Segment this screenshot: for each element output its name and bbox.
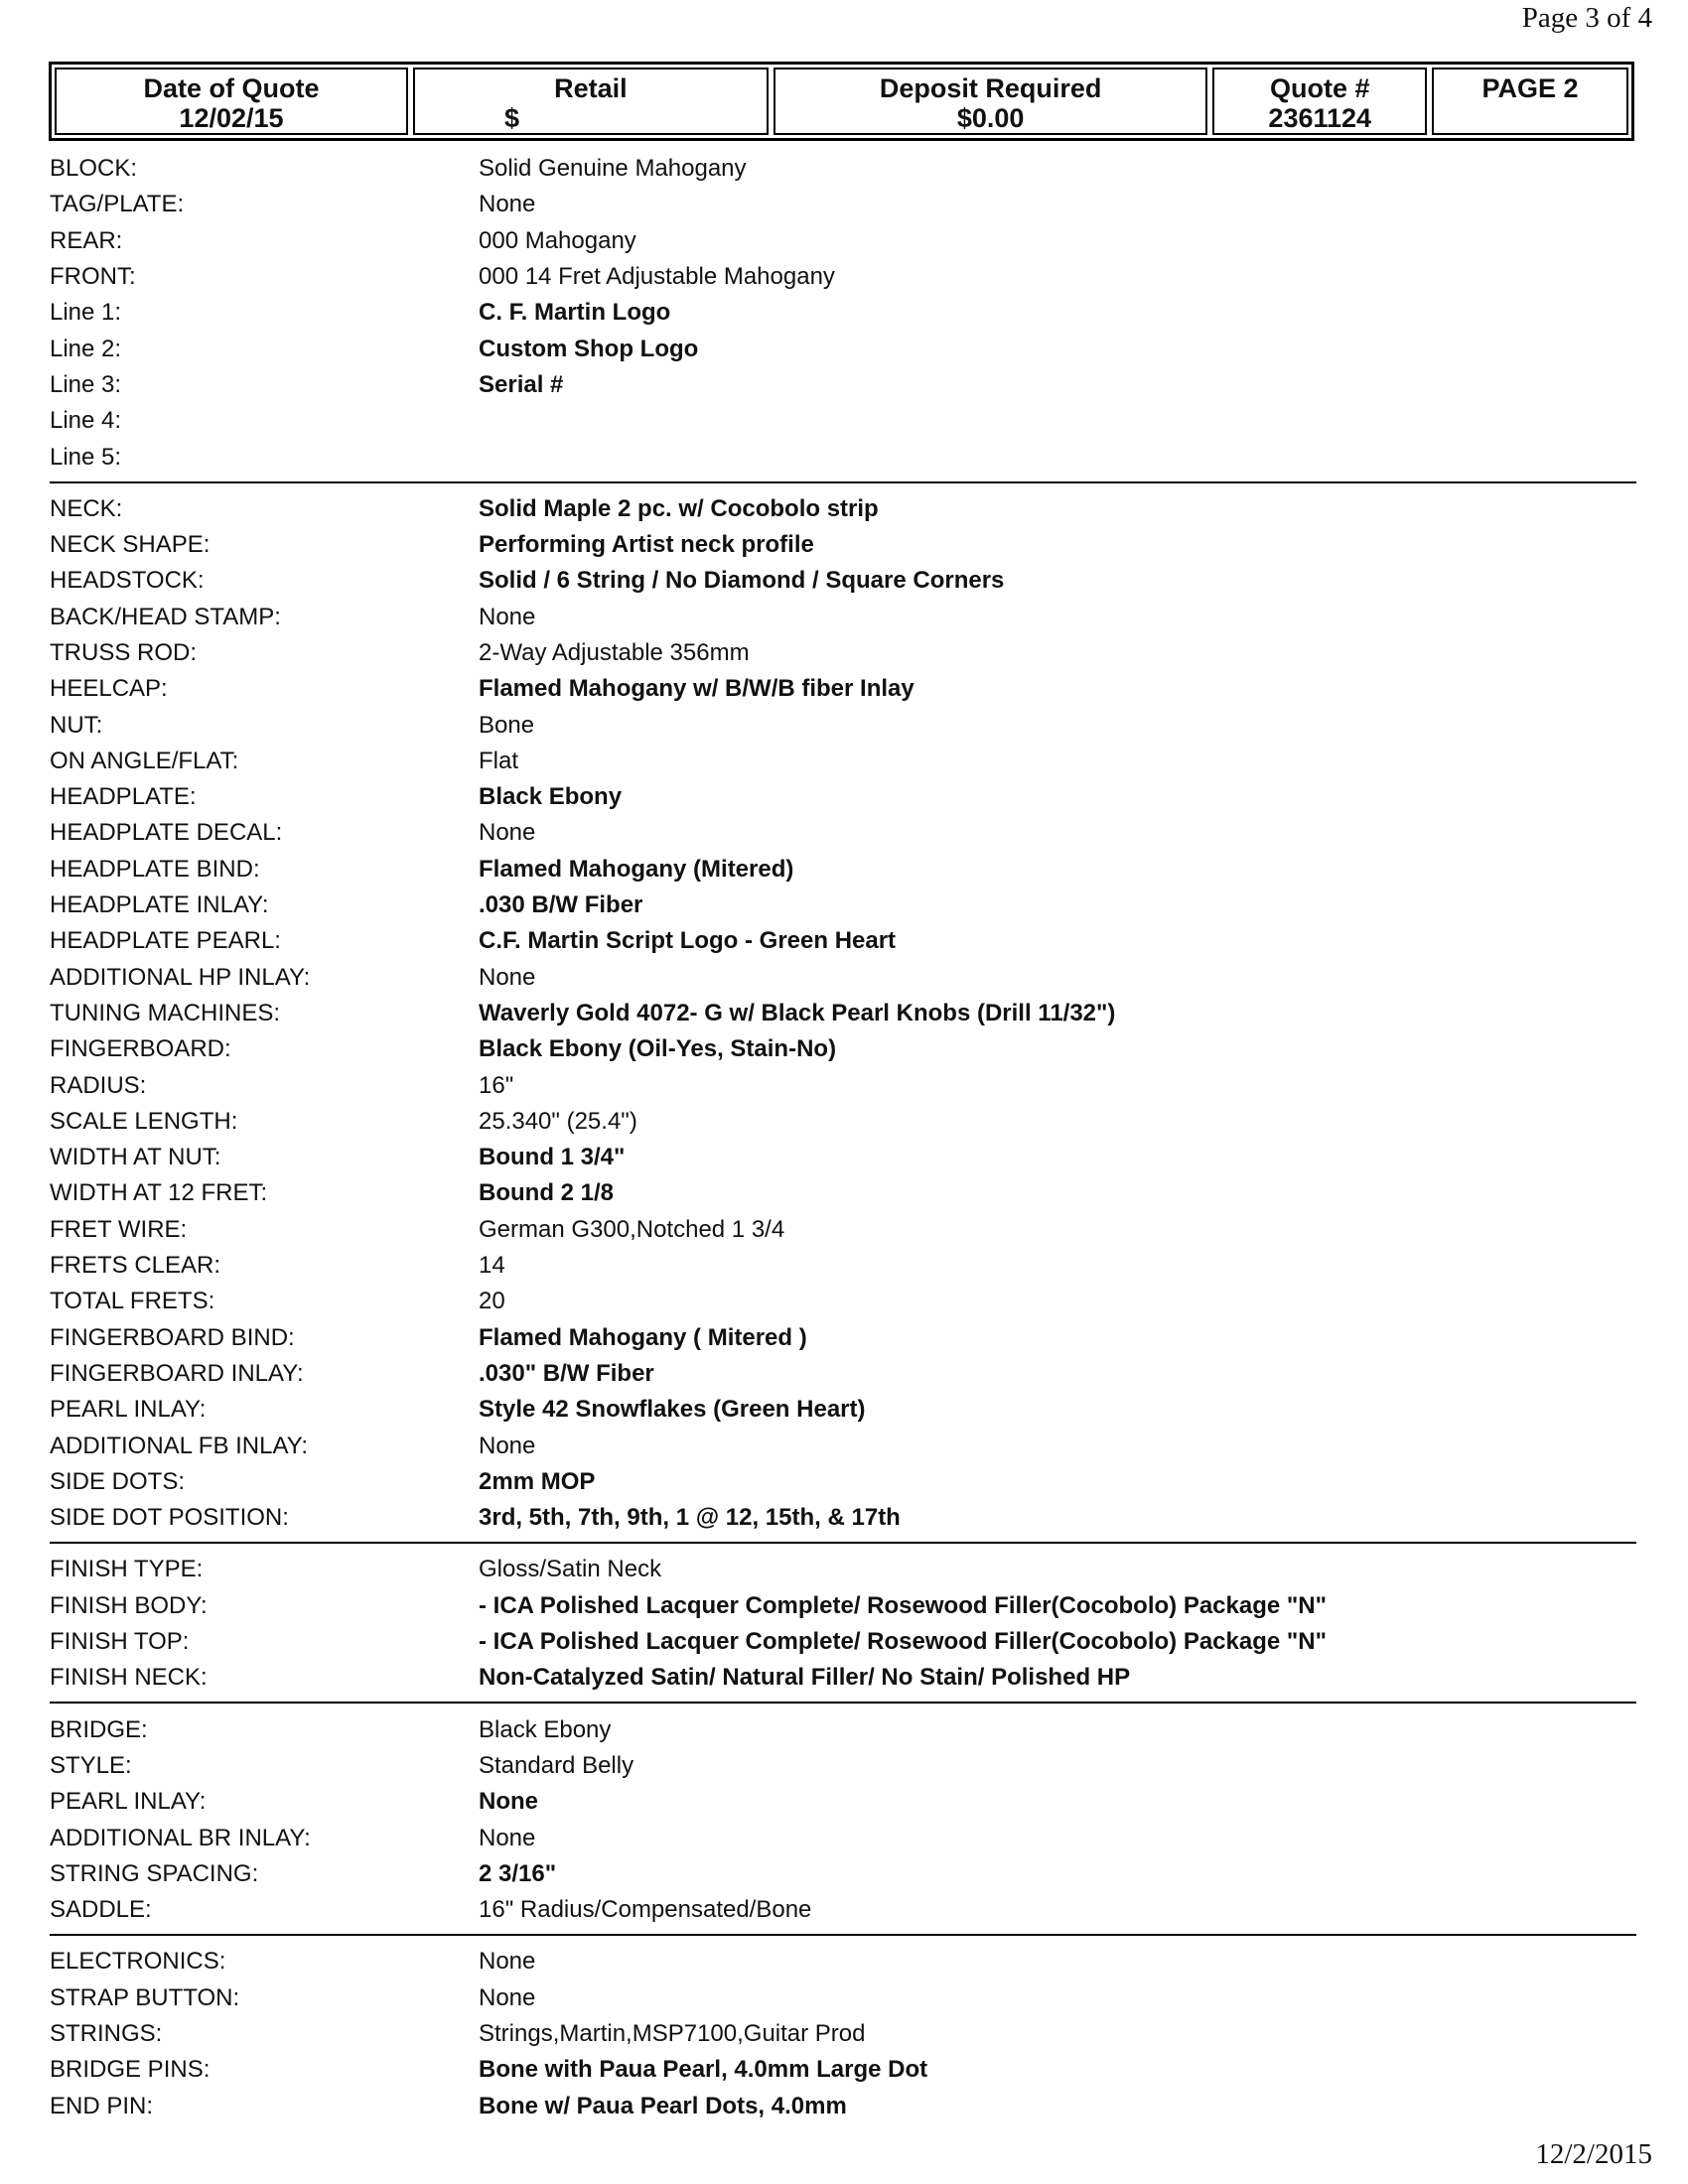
spec-label: SIDE DOTS: (50, 1467, 186, 1495)
spec-value: Black Ebony (Oil-Yes, Stain-No) (479, 1035, 837, 1063)
spec-row (50, 367, 1636, 403)
spec-value: None (479, 1948, 536, 1976)
spec-value: Solid Maple 2 pc. w/ Cocobolo strip (479, 494, 879, 522)
spec-value: Custom Shop Logo (479, 335, 699, 362)
spec-value: Bone with Paua Pearl, 4.0mm Large Dot (479, 2056, 928, 2084)
spec-label: Line 2: (50, 335, 122, 362)
spec-row (50, 1284, 1636, 1319)
spec-row (50, 259, 1636, 295)
spec-value: Bound 1 3/4" (479, 1144, 626, 1171)
spec-row (50, 1500, 1636, 1536)
spec-value: 2 3/16" (479, 1859, 557, 1887)
spec-row (50, 2052, 1636, 2088)
spec-row (50, 852, 1636, 887)
spec-label: SCALE LENGTH: (50, 1107, 238, 1135)
spec-label: FINISH BODY: (50, 1591, 208, 1619)
spec-row (50, 151, 1636, 187)
spec-label: Line 5: (50, 443, 122, 471)
spec-label: HEADPLATE BIND: (50, 855, 260, 883)
spec-row (50, 744, 1636, 779)
spec-row (50, 2016, 1636, 2052)
spec-value: Non-Catalyzed Satin/ Natural Filler/ No Stain/ Polished HP (479, 1664, 1131, 1692)
deposit-required-value: $0.00 (956, 103, 1025, 133)
spec-row (50, 923, 1636, 959)
spec-label: FINGERBOARD BIND: (50, 1323, 295, 1351)
spec-section (50, 149, 1636, 483)
spec-row (50, 187, 1636, 222)
spec-value: None (479, 1983, 536, 2011)
spec-row (50, 1067, 1636, 1103)
spec-label: HEELCAP: (50, 675, 168, 703)
spec-label: FRET WIRE: (50, 1215, 188, 1243)
spec-label: NECK: (50, 494, 123, 522)
spec-row (50, 1588, 1636, 1624)
spec-row (50, 1320, 1636, 1356)
spec-row (50, 1784, 1636, 1820)
date-of-quote-cell (55, 68, 408, 135)
spec-row (50, 1980, 1636, 2016)
spec-label: END PIN: (50, 2092, 154, 2119)
spec-value: None (479, 603, 536, 630)
spec-value: 14 (479, 1252, 505, 1280)
spec-label: ADDITIONAL BR INLAY: (50, 1824, 311, 1851)
spec-label: Line 1: (50, 299, 122, 327)
spec-value: Waverly Gold 4072- G w/ Black Pearl Knobs (Drill 11/32") (479, 999, 1116, 1026)
quote-number-cell (1212, 68, 1427, 135)
spec-row (50, 2088, 1636, 2123)
spec-row (50, 563, 1636, 599)
retail-title: Retail (554, 73, 628, 103)
spec-row (50, 1552, 1636, 1587)
spec-label: TOTAL FRETS: (50, 1288, 215, 1315)
spec-value: German G300,Notched 1 3/4 (479, 1215, 785, 1243)
spec-label: STRING SPACING: (50, 1859, 259, 1887)
spec-label: BRIDGE PINS: (50, 2056, 211, 2084)
spec-row (50, 439, 1636, 475)
date-of-quote-value: 12/02/15 (179, 103, 284, 133)
spec-row (50, 707, 1636, 743)
spec-label: NUT: (50, 711, 103, 739)
spec-value: - ICA Polished Lacquer Complete/ Rosewood Filler(Cocobolo) Package "N" (479, 1628, 1327, 1656)
spec-label: HEADPLATE: (50, 783, 197, 811)
spec-section (50, 1544, 1636, 1704)
spec-row (50, 1660, 1636, 1696)
spec-label: Line 3: (50, 370, 122, 398)
spec-row (50, 1748, 1636, 1784)
spec-label: WIDTH AT NUT: (50, 1144, 221, 1171)
spec-value: 000 14 Fret Adjustable Mahogany (479, 263, 835, 291)
spec-row (50, 1856, 1636, 1892)
spec-label: Line 4: (50, 407, 122, 435)
spec-value: 20 (479, 1288, 505, 1315)
spec-value: 000 Mahogany (479, 226, 636, 254)
spec-label: HEADPLATE PEARL: (50, 927, 281, 955)
spec-row (50, 331, 1636, 366)
spec-row (50, 1104, 1636, 1140)
spec-label: PEARL INLAY: (50, 1396, 207, 1424)
spec-label: TRUSS ROD: (50, 639, 198, 666)
spec-row (50, 600, 1636, 635)
spec-row (50, 1212, 1636, 1248)
spec-value: Black Ebony (479, 1715, 612, 1743)
spec-row (50, 887, 1636, 923)
spec-label: ON ANGLE/FLAT: (50, 747, 239, 774)
spec-value: Bone (479, 711, 535, 739)
spec-value: Solid / 6 String / No Diamond / Square Corners (479, 567, 1005, 595)
spec-label: FINGERBOARD INLAY: (50, 1359, 304, 1387)
spec-label: FRONT: (50, 263, 136, 291)
spec-label: BLOCK: (50, 155, 138, 183)
deposit-required-cell (774, 68, 1207, 135)
spec-row (50, 1140, 1636, 1175)
spec-label: ADDITIONAL HP INLAY: (50, 963, 311, 991)
spec-label: FINGERBOARD: (50, 1035, 231, 1063)
spec-label: HEADPLATE DECAL: (50, 819, 283, 847)
spec-row (50, 779, 1636, 815)
spec-value: 16" (479, 1071, 514, 1099)
spec-value: 3rd, 5th, 7th, 9th, 1 @ 12, 15th, & 17th (479, 1504, 901, 1532)
spec-label: RADIUS: (50, 1071, 147, 1099)
spec-row (50, 671, 1636, 707)
spec-label: SIDE DOT POSITION: (50, 1504, 289, 1532)
spec-row (50, 1711, 1636, 1747)
spec-value: Solid Genuine Mahogany (479, 155, 747, 183)
spec-label: REAR: (50, 226, 123, 254)
spec-row (50, 1248, 1636, 1284)
spec-label: FINISH NECK: (50, 1664, 208, 1692)
spec-value: .030" B/W Fiber (479, 1359, 654, 1387)
spec-label: STRAP BUTTON: (50, 1983, 240, 2011)
spec-label: ADDITIONAL FB INLAY: (50, 1432, 309, 1459)
retail-value: $ (503, 103, 519, 133)
spec-value: None (479, 1788, 538, 1816)
spec-list (50, 149, 1636, 2130)
spec-row (50, 1428, 1636, 1463)
spec-value: .030 B/W Fiber (479, 891, 643, 919)
spec-row (50, 1820, 1636, 1855)
spec-label: PEARL INLAY: (50, 1788, 207, 1816)
spec-value: Bound 2 1/8 (479, 1179, 615, 1207)
spec-value: Performing Artist neck profile (479, 531, 814, 559)
spec-value: Serial # (479, 370, 564, 398)
spec-row (50, 960, 1636, 996)
spec-row (50, 1892, 1636, 1928)
spec-row (50, 635, 1636, 671)
spec-value: None (479, 1824, 536, 1851)
spec-value: Flat (479, 747, 519, 774)
spec-row (50, 1031, 1636, 1067)
spec-row (50, 223, 1636, 259)
spec-label: FRETS CLEAR: (50, 1252, 221, 1280)
spec-value: C.F. Martin Script Logo - Green Heart (479, 927, 897, 955)
spec-value: Black Ebony (479, 783, 623, 811)
spec-label: BACK/HEAD STAMP: (50, 603, 281, 630)
spec-section (50, 1936, 1636, 2129)
spec-value: 25.340" (25.4") (479, 1107, 637, 1135)
spec-value: None (479, 1432, 536, 1459)
spec-row (50, 815, 1636, 851)
quote-number-value: 2361124 (1268, 103, 1372, 133)
spec-label: HEADPLATE INLAY: (50, 891, 269, 919)
spec-label: STRINGS: (50, 2019, 163, 2047)
spec-label: WIDTH AT 12 FRET: (50, 1179, 268, 1207)
spec-label: FINISH TOP: (50, 1628, 190, 1656)
spec-section (50, 1704, 1636, 1936)
spec-value: Flamed Mahogany (Mitered) (479, 855, 794, 883)
spec-value: Strings,Martin,MSP7100,Guitar Prod (479, 2019, 866, 2047)
page-number: Page 3 of 4 (1521, 2, 1652, 34)
spec-label: TAG/PLATE: (50, 191, 185, 218)
spec-value: 16" Radius/Compensated/Bone (479, 1896, 812, 1924)
spec-value: Flamed Mahogany ( Mitered ) (479, 1323, 807, 1351)
spec-row (50, 527, 1636, 563)
date-of-quote-title: Date of Quote (143, 73, 320, 103)
spec-label: STYLE: (50, 1751, 132, 1779)
spec-label: BRIDGE: (50, 1715, 148, 1743)
page-tag: PAGE 2 (1481, 73, 1579, 103)
spec-row (50, 1464, 1636, 1500)
spec-row (50, 403, 1636, 439)
spec-label: SADDLE: (50, 1896, 152, 1924)
retail-cell (413, 68, 769, 135)
spec-value: 2-Way Adjustable 356mm (479, 639, 750, 666)
spec-label: NECK SHAPE: (50, 531, 211, 559)
spec-row (50, 996, 1636, 1031)
spec-row (50, 1175, 1636, 1211)
spec-row (50, 1624, 1636, 1660)
spec-value: Gloss/Satin Neck (479, 1556, 662, 1583)
spec-value: 2mm MOP (479, 1467, 596, 1495)
spec-value: None (479, 191, 536, 218)
spec-value: Style 42 Snowflakes (Green Heart) (479, 1396, 866, 1424)
spec-value: Bone w/ Paua Pearl Dots, 4.0mm (479, 2092, 847, 2119)
spec-value: - ICA Polished Lacquer Complete/ Rosewood Filler(Cocobolo) Package "N" (479, 1591, 1327, 1619)
spec-label: ELECTRONICS: (50, 1948, 226, 1976)
spec-row (50, 1944, 1636, 1979)
spec-value: Flamed Mahogany w/ B/W/B fiber Inlay (479, 675, 914, 703)
quote-number-title: Quote # (1269, 73, 1370, 103)
spec-row (50, 295, 1636, 331)
spec-value: Standard Belly (479, 1751, 634, 1779)
spec-row (50, 491, 1636, 527)
spec-label: HEADSTOCK: (50, 567, 205, 595)
page-tag-cell (1432, 68, 1628, 135)
spec-label: TUNING MACHINES: (50, 999, 281, 1026)
spec-section (50, 483, 1636, 1545)
deposit-required-title: Deposit Required (879, 73, 1102, 103)
spec-value: None (479, 819, 536, 847)
spec-label: FINISH TYPE: (50, 1556, 204, 1583)
quote-header (49, 62, 1634, 141)
footer-date: 12/2/2015 (1535, 2138, 1652, 2170)
spec-row (50, 1392, 1636, 1428)
spec-value: None (479, 963, 536, 991)
spec-value: C. F. Martin Logo (479, 299, 671, 327)
spec-row (50, 1356, 1636, 1392)
